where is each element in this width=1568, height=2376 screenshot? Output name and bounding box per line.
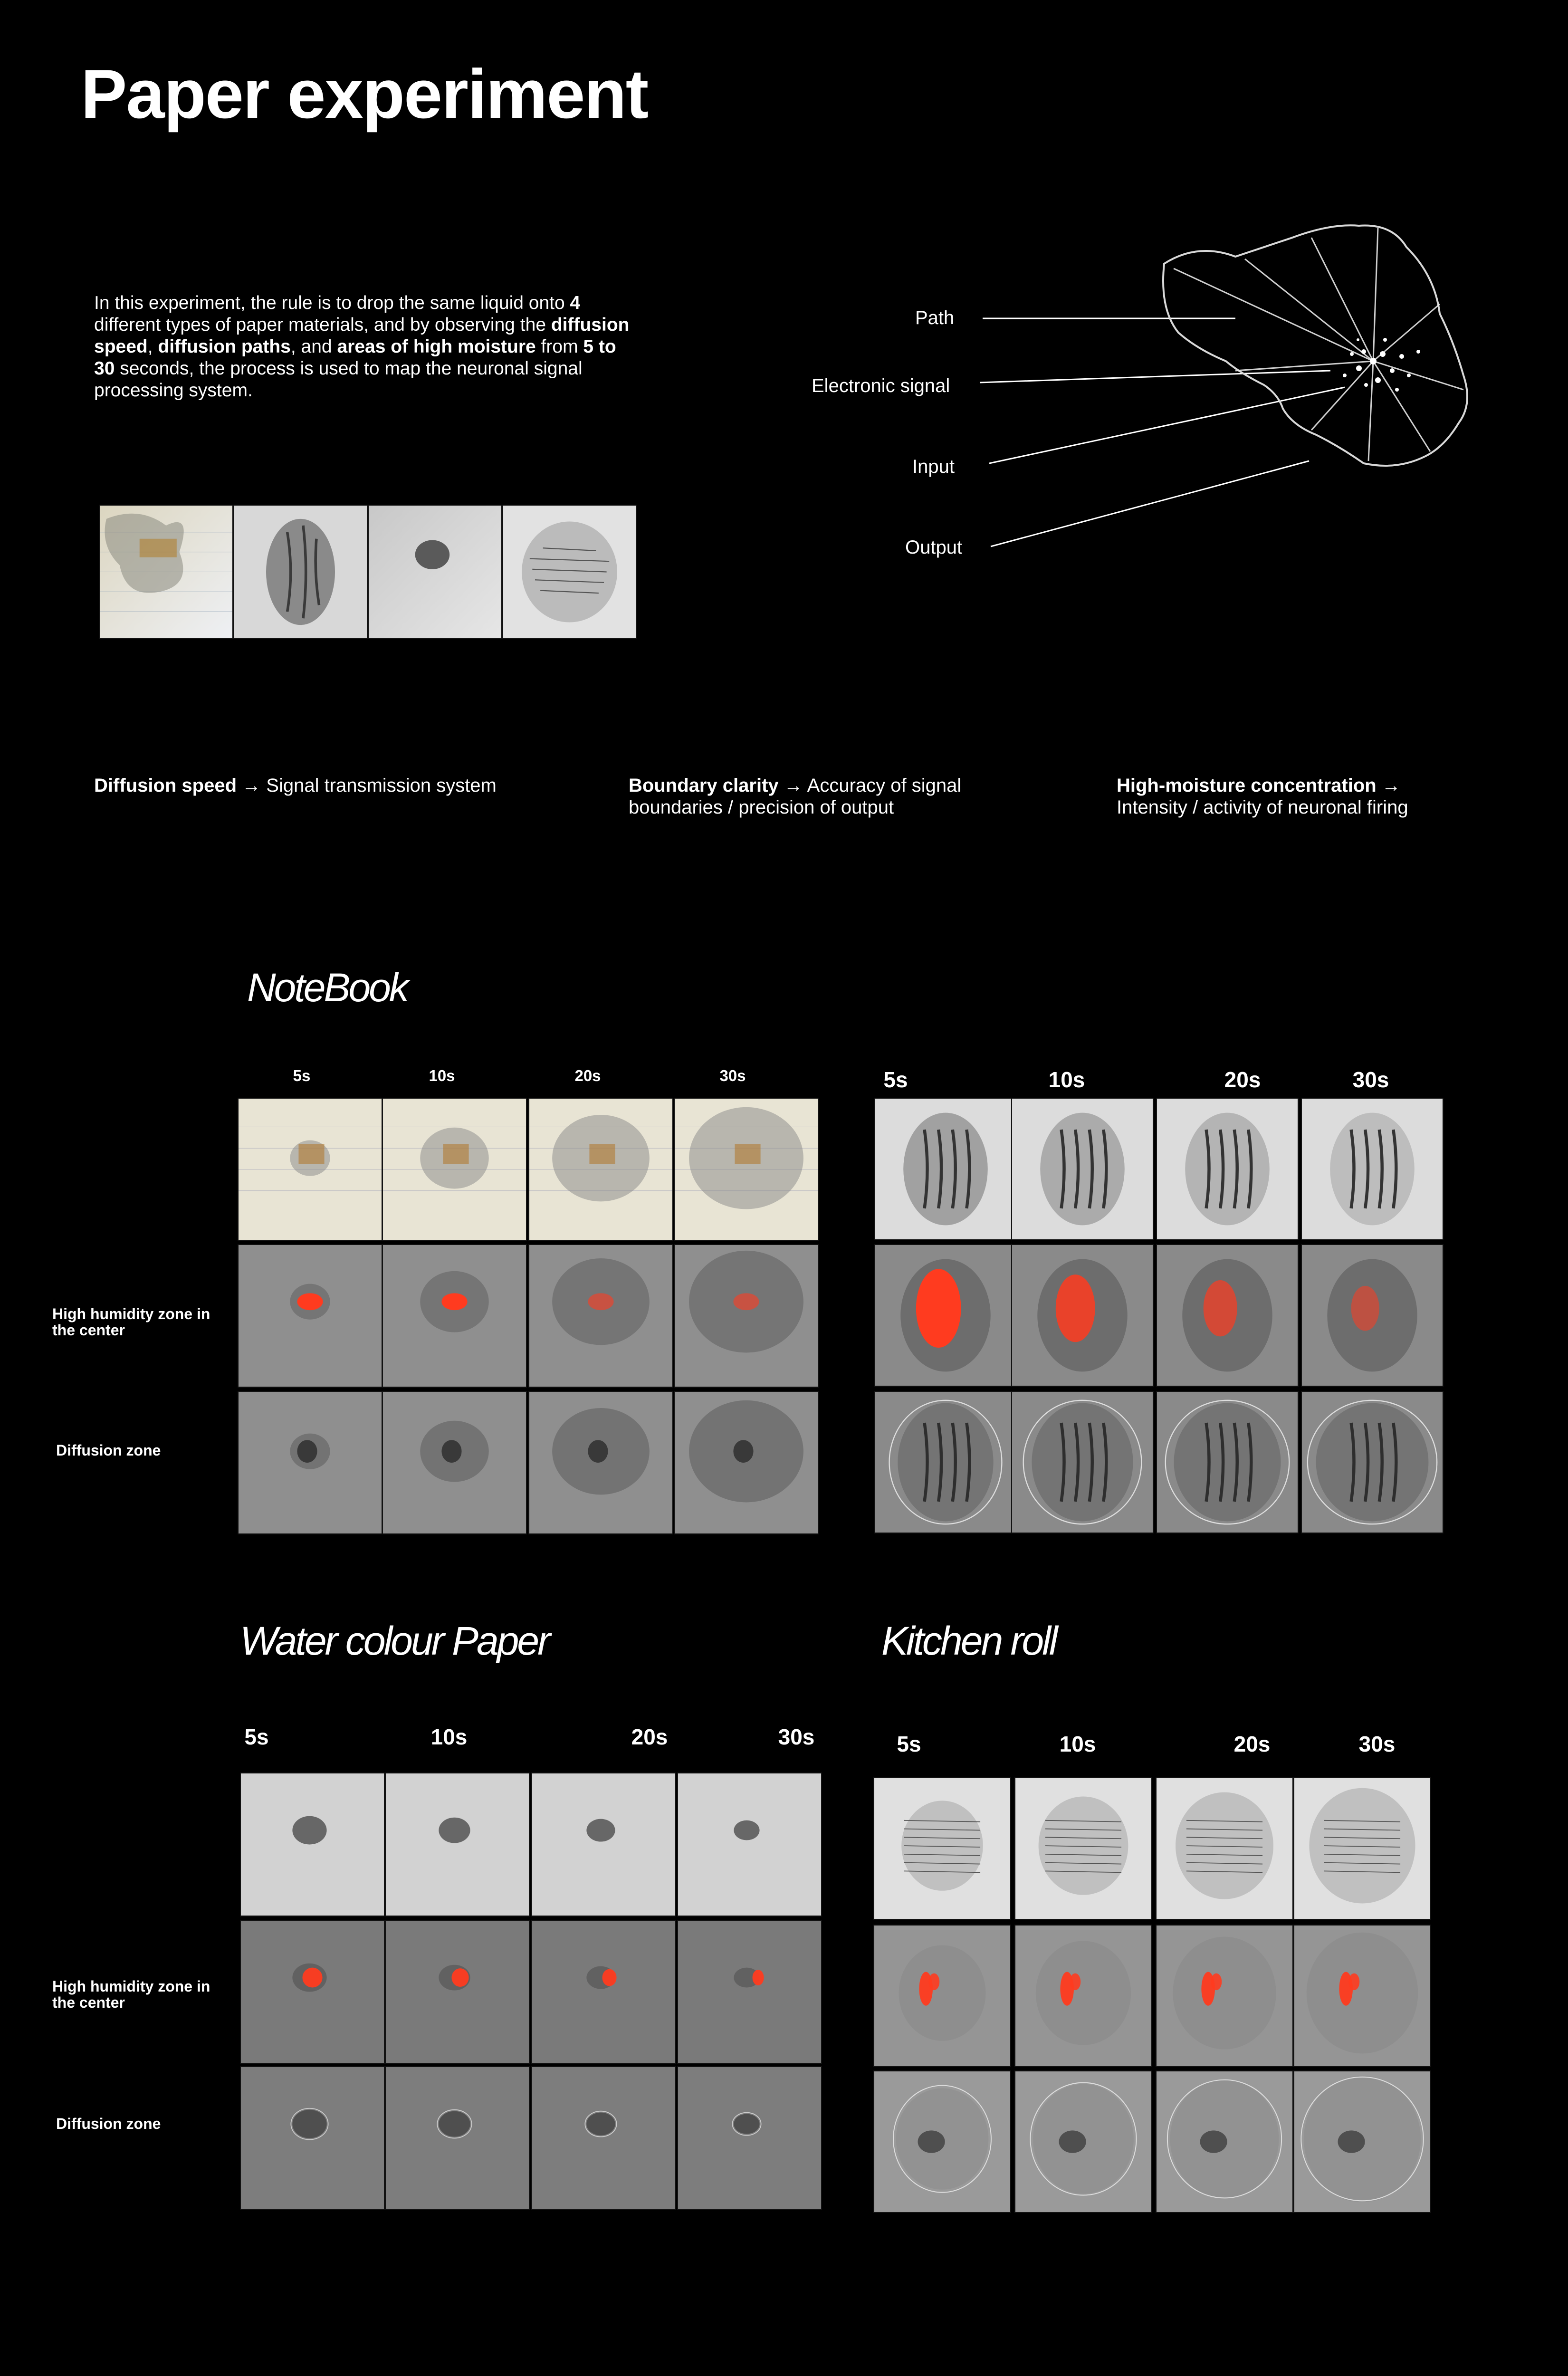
watercolour-humidity-1	[385, 1920, 530, 2064]
time-label-notebook-b-2: 20s	[1224, 1067, 1261, 1092]
intro-bold: 5 to 30	[94, 336, 616, 379]
label-electronic-signal: Electronic signal	[812, 375, 950, 396]
label-path: Path	[915, 307, 955, 328]
mapping-value: → Signal transmission system	[237, 775, 497, 796]
time-label-kitchen-3: 30s	[1358, 1732, 1396, 1756]
time-label-watercolour-0: 5s	[244, 1725, 269, 1749]
watercolour-humidity-3	[677, 1920, 822, 2064]
intro-part: ,	[147, 336, 158, 357]
mapping-value: → Accuracy of signal boundaries / precision of output	[629, 775, 962, 818]
watercolour-diffusion-2	[531, 2066, 676, 2210]
notebook-a-diffusion-1	[382, 1391, 527, 1534]
time-label-notebook-b-1: 10s	[1048, 1067, 1085, 1092]
kitchen-humidity-1	[1014, 1925, 1152, 2067]
time-label-watercolour-2: 20s	[631, 1725, 668, 1749]
watercolour-diffusion-3	[677, 2066, 822, 2210]
mapping-key: High-moisture concentration	[1117, 775, 1377, 796]
label-output: Output	[905, 537, 963, 558]
notebook-a-diffusion-2	[528, 1391, 673, 1534]
time-label-kitchen-0: 5s	[897, 1732, 921, 1756]
time-label-notebook-a-1: 10s	[429, 1067, 455, 1084]
intro-part: seconds, the process is used to map the neuronal signal processing system.	[94, 358, 583, 401]
time-label-watercolour-3: 30s	[778, 1725, 815, 1749]
notebook-b-raw-3	[1301, 1098, 1444, 1240]
watercolour-raw-0	[240, 1772, 385, 1916]
time-label-notebook-a-2: 20s	[574, 1067, 601, 1084]
row-label-diffusion-notebook: Diffusion zone	[56, 1442, 161, 1459]
watercolour-raw-2	[531, 1772, 676, 1916]
kitchen-diffusion-0	[873, 2070, 1011, 2213]
time-label-kitchen-1: 10s	[1059, 1732, 1096, 1756]
mapping-key: Boundary clarity	[629, 775, 779, 796]
section-title-kitchen: Kitchen roll	[881, 1619, 1056, 1663]
kitchen-diffusion-2	[1156, 2070, 1293, 2213]
time-label-watercolour-1: 10s	[430, 1725, 468, 1749]
notebook-b-diffusion-1	[1011, 1391, 1154, 1533]
notebook-b-humidity-3	[1301, 1244, 1444, 1387]
row-label-humidity-watercolour: High humidity zone in the center	[52, 1978, 210, 2011]
mapping-diffusion-speed	[94, 775, 569, 796]
time-label-notebook-a-3: 30s	[719, 1067, 746, 1084]
kitchen-raw-0	[873, 1777, 1011, 1920]
watercolour-diffusion-1	[385, 2066, 530, 2210]
notebook-b-diffusion-2	[1156, 1391, 1299, 1533]
notebook-b-diffusion-0	[874, 1391, 1017, 1533]
row-label-humidity-notebook: High humidity zone in the center	[52, 1305, 210, 1339]
neuron-diagram	[0, 0, 1568, 665]
watercolour-humidity-0	[240, 1920, 385, 2064]
notebook-b-humidity-1	[1011, 1244, 1154, 1387]
mapping-high-moisture	[1117, 775, 1459, 818]
notebook-a-raw-1	[382, 1098, 527, 1241]
kitchen-raw-3	[1293, 1777, 1431, 1920]
intro-part: different types of paper materials, and by observing the	[94, 315, 551, 335]
kitchen-diffusion-3	[1293, 2070, 1431, 2213]
intro-bold: 4	[570, 293, 581, 313]
notebook-a-raw-3	[674, 1098, 819, 1241]
notebook-b-raw-0	[874, 1098, 1017, 1240]
section-title-watercolour: Water colour Paper	[240, 1619, 549, 1663]
watercolour-raw-1	[385, 1772, 530, 1916]
watercolour-humidity-2	[531, 1920, 676, 2064]
mapping-value: → Intensity / activity of neuronal firing	[1117, 775, 1408, 818]
kitchen-humidity-0	[873, 1925, 1011, 2067]
notebook-a-humidity-0	[238, 1244, 382, 1388]
intro-part: from	[535, 336, 583, 357]
intro-part: In this experiment, the rule is to drop the same liquid onto	[94, 293, 570, 313]
notebook-b-raw-1	[1011, 1098, 1154, 1240]
time-label-notebook-b-0: 5s	[883, 1067, 908, 1092]
section-title-notebook: NoteBook	[247, 965, 407, 1010]
notebook-a-humidity-3	[674, 1244, 819, 1388]
kitchen-raw-1	[1014, 1777, 1152, 1920]
notebook-b-raw-2	[1156, 1098, 1299, 1240]
notebook-b-diffusion-3	[1301, 1391, 1444, 1533]
row-label-diffusion-watercolour: Diffusion zone	[56, 2115, 161, 2132]
notebook-b-humidity-0	[874, 1244, 1017, 1387]
intro-bold: diffusion speed	[94, 315, 630, 357]
notebook-a-humidity-2	[528, 1244, 673, 1388]
mapping-key: Diffusion speed	[94, 775, 237, 796]
watercolour-diffusion-0	[240, 2066, 385, 2210]
kitchen-humidity-2	[1156, 1925, 1293, 2067]
time-label-notebook-b-3: 30s	[1352, 1067, 1389, 1092]
intro-bold: diffusion paths	[158, 336, 291, 357]
kitchen-diffusion-1	[1014, 2070, 1152, 2213]
notebook-a-raw-2	[528, 1098, 673, 1241]
kitchen-humidity-3	[1293, 1925, 1431, 2067]
notebook-a-raw-0	[238, 1098, 382, 1241]
mapping-boundary-clarity	[629, 775, 1009, 818]
notebook-a-diffusion-0	[238, 1391, 382, 1534]
time-label-notebook-a-0: 5s	[293, 1067, 311, 1084]
notebook-a-diffusion-3	[674, 1391, 819, 1534]
notebook-a-humidity-1	[382, 1244, 527, 1388]
page-title: Paper experiment	[81, 55, 648, 133]
notebook-b-humidity-2	[1156, 1244, 1299, 1387]
intro-part: , and	[290, 336, 337, 357]
kitchen-raw-2	[1156, 1777, 1293, 1920]
time-label-kitchen-2: 20s	[1233, 1732, 1271, 1756]
intro-bold: areas of high moisture	[337, 336, 536, 357]
label-input: Input	[912, 456, 955, 477]
watercolour-raw-3	[677, 1772, 822, 1916]
